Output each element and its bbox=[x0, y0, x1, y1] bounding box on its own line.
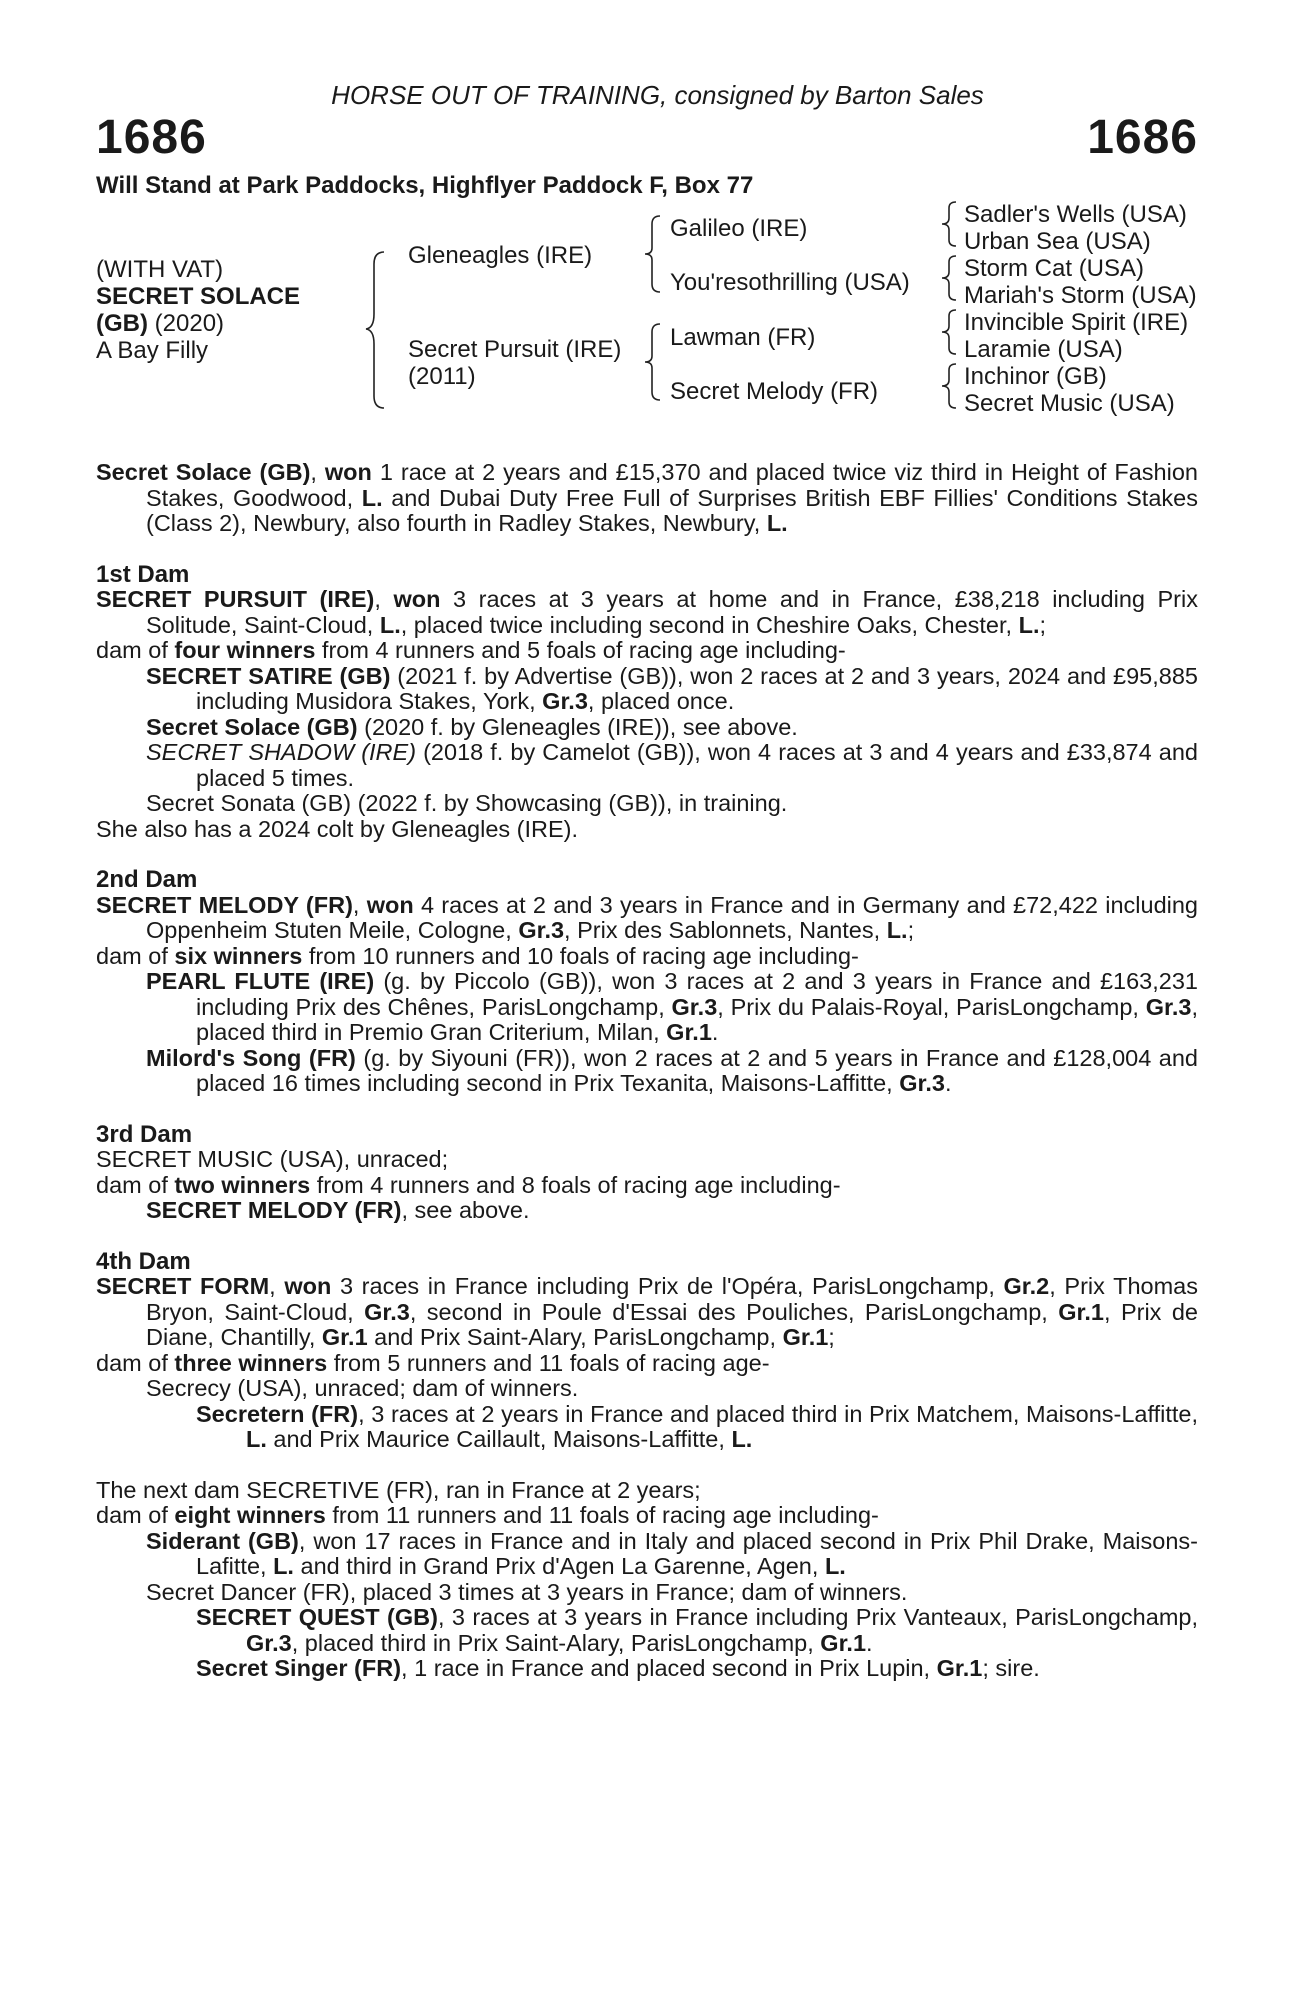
pedigree-g5: Invincible Spirit (IRE) bbox=[964, 309, 1189, 336]
dam4-foal-1-progeny: Secretern (FR), 3 races at 2 years in France and placed third in Prix Matchem, Maisons-Laffitte, L. and Prix Maurice Caillault, Maisons-Laffitte, L. bbox=[196, 1400, 1198, 1452]
brace-g3 bbox=[940, 308, 962, 356]
dam4-record: SECRET FORM, won 3 races in France including Prix de l'Opéra, ParisLongchamp, Gr.2, Prix Thomas Bryon, Saint-Cloud, Gr.3, second in Poule d'Essai des Pouliches, ParisLongchamp, Gr.1, Prix de Diane, Chantilly, Gr.1 and Prix Saint-Alary, ParisLongchamp, Gr.1; bbox=[96, 1273, 1198, 1350]
brace-sire bbox=[642, 214, 666, 294]
horse-year: (2020) bbox=[147, 310, 225, 337]
dam4-produce-summary: dam of three winners from 5 runners and 11 foals of racing age- bbox=[96, 1349, 770, 1376]
dam3-heading: 3rd Dam bbox=[96, 1120, 193, 1148]
next-dam-foal-2-progeny-1: SECRET QUEST (GB), 3 races at 3 years in France including Prix Vanteaux, ParisLongchamp, Gr.3, placed third in Prix Saint-Alary, ParisLongchamp, Gr.1. bbox=[196, 1604, 1198, 1656]
lot-number-right: 1686 bbox=[1087, 111, 1198, 164]
next-dam-record: The next dam SECRETIVE (FR), ran in France at 2 years; bbox=[96, 1476, 701, 1503]
dam4-foal-1: Secrecy (USA), unraced; dam of winners. bbox=[146, 1375, 579, 1401]
consignment-line: HORSE OUT OF TRAINING, consigned by Barton Sales bbox=[331, 80, 984, 110]
pedigree-g7: Inchinor (GB) bbox=[964, 363, 1107, 390]
catalogue-body bbox=[96, 460, 1198, 1682]
horse-name: SECRET SOLACE bbox=[96, 283, 301, 310]
pedigree-dam-year: (2011) bbox=[408, 363, 476, 390]
horse-country: (GB) bbox=[96, 310, 148, 337]
brace-g2 bbox=[940, 254, 962, 302]
dam3-produce-summary: dam of two winners from 4 runners and 8 foals of racing age including- bbox=[96, 1171, 841, 1198]
dam3-foal-1: SECRET MELODY (FR), see above. bbox=[146, 1197, 530, 1223]
performance-paragraph: Secret Solace (GB), won 1 race at 2 years and £15,370 and placed twice viz third in Height of Fashion Stakes, Goodwood, L. and Dubai Duty Free Full of Surprises British EBF Fillies' Conditions Stakes (Class 2), Newbury, also fourth in Radley Stakes, Newbury, L. bbox=[96, 459, 1198, 536]
pedigree-g6: Laramie (USA) bbox=[964, 336, 1123, 363]
dam1-foal-1: SECRET SATIRE (GB) (2021 f. by Advertise (GB)), won 2 races at 2 and 3 years, 2024 and £95,885 including Musidora Stakes, York, Gr.3, placed once. bbox=[146, 662, 1198, 714]
brace-horse bbox=[364, 250, 394, 410]
pedigree-g3: Storm Cat (USA) bbox=[964, 255, 1145, 282]
pedigree-dam-sire: Lawman (FR) bbox=[670, 324, 816, 351]
next-dam-foal-1: Siderant (GB), won 17 races in France and in Italy and placed second in Prix Phil Drake, Maisons-Lafitte, L. and third in Grand Prix d'Agen La Garenne, Agen, L. bbox=[146, 1527, 1198, 1579]
dam1-also: She also has a 2024 colt by Gleneagles (IRE). bbox=[96, 815, 579, 842]
dam1-foal-3: SECRET SHADOW (IRE) (2018 f. by Camelot (GB)), won 4 races at 3 and 4 years and £33,874 and placed 5 times. bbox=[146, 739, 1198, 791]
dam1-heading: 1st Dam bbox=[96, 560, 190, 588]
pedigree-sire: Gleneagles (IRE) bbox=[408, 242, 593, 269]
dam1-produce-summary: dam of four winners from 4 runners and 5 foals of racing age including- bbox=[96, 637, 846, 663]
dam1-foal-4: Secret Sonata (GB) (2022 f. by Showcasing (GB)), in training. bbox=[146, 790, 788, 816]
stand-location: Will Stand at Park Paddocks, Highflyer Paddock F, Box 77 bbox=[96, 172, 754, 199]
dam1-foal-2: Secret Solace (GB) (2020 f. by Gleneagles (IRE)), see above. bbox=[146, 713, 798, 740]
pedigree-g4: Mariah's Storm (USA) bbox=[964, 282, 1197, 309]
horse-description: A Bay Filly bbox=[96, 337, 209, 364]
pedigree-dam: Secret Pursuit (IRE) bbox=[408, 336, 622, 363]
dam2-foal-1: PEARL FLUTE (IRE) (g. by Piccolo (GB)), won 3 races at 2 and 3 years in France and £163,231 including Prix des Chênes, ParisLongchamp, Gr.3, Prix du Palais-Royal, ParisLongchamp, Gr.3, placed third in Premio Gran Criterium, Milan, Gr.1. bbox=[146, 968, 1198, 1045]
pedigree-sire-sire: Galileo (IRE) bbox=[670, 215, 808, 242]
pedigree-sire-dam: You'resothrilling (USA) bbox=[670, 269, 910, 296]
brace-g4 bbox=[940, 362, 962, 410]
dam2-foal-2: Milord's Song (FR) (g. by Siyouni (FR)), won 2 races at 2 and 5 years in France and £128,004 and placed 16 times including second in Prix Texanita, Maisons-Laffitte, Gr.3. bbox=[146, 1044, 1198, 1096]
next-dam-foal-2: Secret Dancer (FR), placed 3 times at 3 years in France; dam of winners. bbox=[146, 1578, 908, 1605]
pedigree-dam-dam: Secret Melody (FR) bbox=[670, 378, 879, 405]
lot-number-left: 1686 bbox=[96, 111, 207, 164]
brace-g1 bbox=[940, 200, 962, 248]
vat-note: (WITH VAT) bbox=[96, 256, 224, 283]
horse-country-year bbox=[96, 310, 300, 337]
horse-info bbox=[96, 256, 300, 364]
dam1-record: SECRET PURSUIT (IRE), won 3 races at 3 years at home and in France, £38,218 including Prix Solitude, Saint-Cloud, L., placed twice including second in Cheshire Oaks, Chester, L.; bbox=[96, 586, 1198, 638]
brace-dam bbox=[642, 322, 666, 402]
pedigree-g1: Sadler's Wells (USA) bbox=[964, 201, 1187, 228]
next-dam-produce-summary: dam of eight winners from 11 runners and 11 foals of racing age including- bbox=[96, 1502, 879, 1528]
dam2-record: SECRET MELODY (FR), won 4 races at 2 and 3 years in France and in Germany and £72,422 including Oppenheim Stuten Meile, Cologne, Gr.3, Prix des Sablonnets, Nantes, L.; bbox=[96, 891, 1198, 943]
dam2-produce-summary: dam of six winners from 10 runners and 10 foals of racing age including- bbox=[96, 942, 859, 969]
dam3-record: SECRET MUSIC (USA), unraced; bbox=[96, 1146, 449, 1172]
dam2-heading: 2nd Dam bbox=[96, 866, 198, 893]
next-dam-foal-2-progeny-2: Secret Singer (FR), 1 race in France and placed second in Prix Lupin, Gr.1; sire. bbox=[196, 1655, 1040, 1681]
pedigree-g2: Urban Sea (USA) bbox=[964, 228, 1151, 255]
pedigree-g8: Secret Music (USA) bbox=[964, 390, 1175, 417]
dam4-heading: 4th Dam bbox=[96, 1247, 191, 1275]
